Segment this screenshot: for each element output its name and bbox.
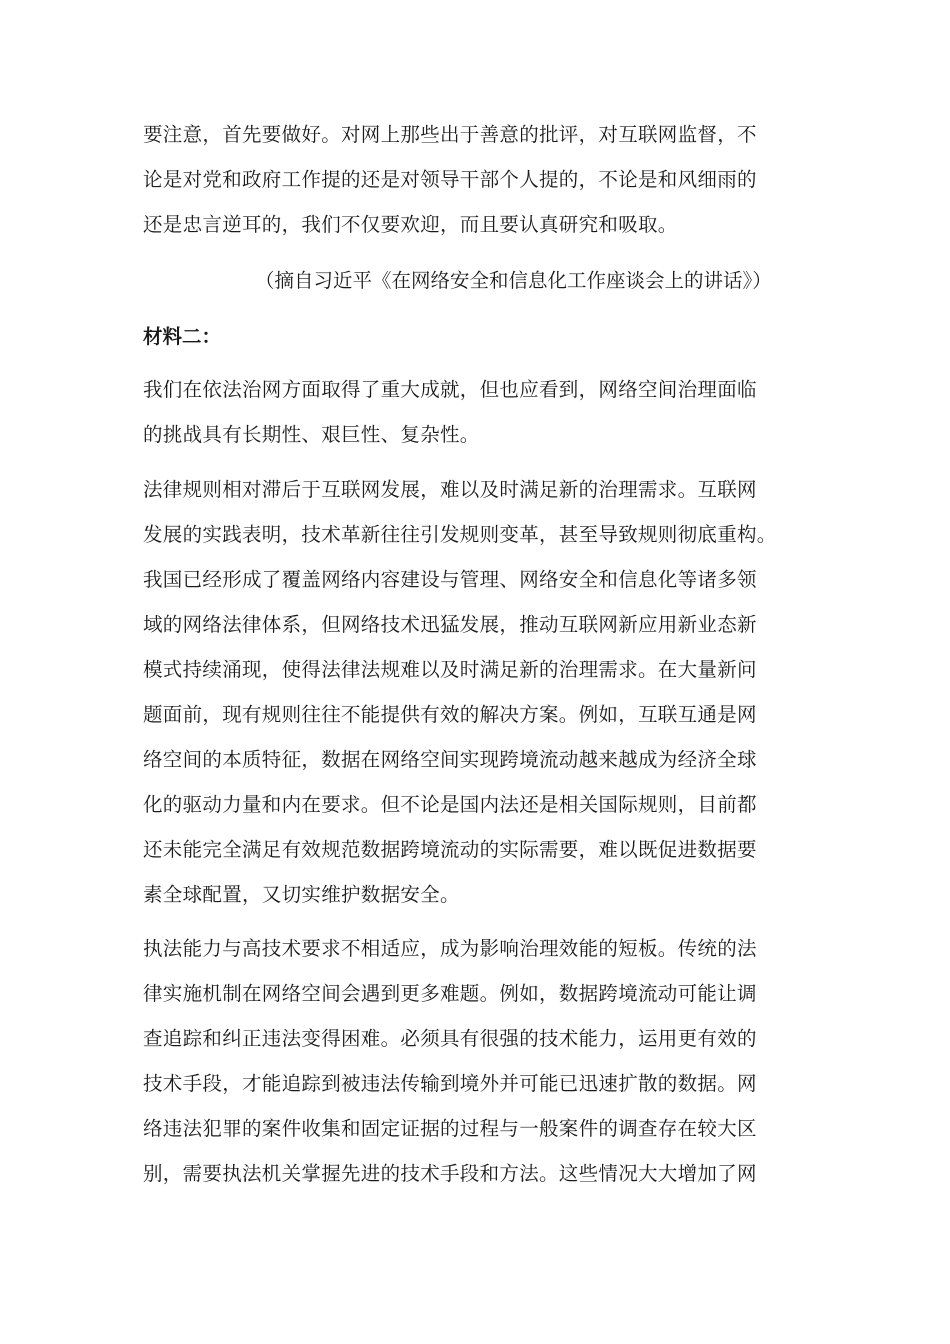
paragraph-line: 查追踪和纠正违法变得困难。必须具有很强的技术能力，运用更有效的: [143, 1027, 757, 1050]
paragraph-line: 律实施机制在网络空间会遇到更多难题。例如，数据跨境流动可能让调: [143, 982, 757, 1005]
paragraph-line: 还是忠言逆耳的，我们不仅要欢迎，而且要认真研究和吸取。: [143, 213, 678, 236]
paragraph-1: [143, 367, 813, 457]
paragraph-3: [143, 926, 813, 1196]
paragraph-2: [143, 467, 813, 917]
paragraph-line: 法律规则相对滞后于互联网发展，难以及时满足新的治理需求。互联网: [143, 478, 757, 501]
paragraph-line: 技术手段，才能追踪到被违法传输到境外并可能已迅速扩散的数据。网: [143, 1072, 757, 1095]
paragraph-line: 我国已经形成了覆盖网络内容建设与管理、网络安全和信息化等诸多领: [143, 568, 757, 591]
paragraph-line: 素全球配置，又切实维护数据安全。: [143, 883, 460, 906]
paragraph-line: 题面前，现有规则往往不能提供有效的解决方案。例如，互联互通是网: [143, 703, 757, 726]
paragraph-line: 别，需要执法机关掌握先进的技术手段和方法。这些情况大大增加了网: [143, 1162, 757, 1185]
paragraph-line: 的挑战具有长期性、艰巨性、复杂性。: [143, 423, 480, 446]
paragraph-line: 还未能完全满足有效规范数据跨境流动的实际需要，难以既促进数据要: [143, 838, 757, 861]
paragraph-line: 执法能力与高技术要求不相适应，成为影响治理效能的短板。传统的法: [143, 937, 757, 960]
paragraph-line: 论是对党和政府工作提的还是对领导干部个人提的，不论是和风细雨的: [143, 168, 757, 191]
paragraph-line: 域的网络法律体系，但网络技术迅猛发展，推动互联网新应用新业态新: [143, 613, 757, 636]
paragraph-line: 要注意，首先要做好。对网上那些出于善意的批评，对互联网监督，不: [143, 123, 757, 146]
intro-paragraph: [143, 112, 813, 247]
paragraph-line: 模式持续涌现，使得法律法规难以及时满足新的治理需求。在大量新问: [143, 658, 757, 681]
paragraph-line: 我们在依法治网方面取得了重大成就，但也应看到，网络空间治理面临: [143, 378, 757, 401]
paragraph-line: 络违法犯罪的案件收集和固定证据的过程与一般案件的调查存在较大区: [143, 1117, 757, 1140]
citation: （摘自习近平《在网络安全和信息化工作座谈会上的讲话》）: [255, 269, 772, 292]
paragraph-line: 发展的实践表明，技术革新往往引发规则变革，甚至导致规则彻底重构。: [143, 523, 777, 546]
paragraph-line: 化的驱动力量和内在要求。但不论是国内法还是相关国际规则，目前都: [143, 793, 757, 816]
section-heading: 材料二：: [143, 325, 222, 348]
paragraph-line: 络空间的本质特征，数据在网络空间实现跨境流动越来越成为经济全球: [143, 748, 757, 771]
